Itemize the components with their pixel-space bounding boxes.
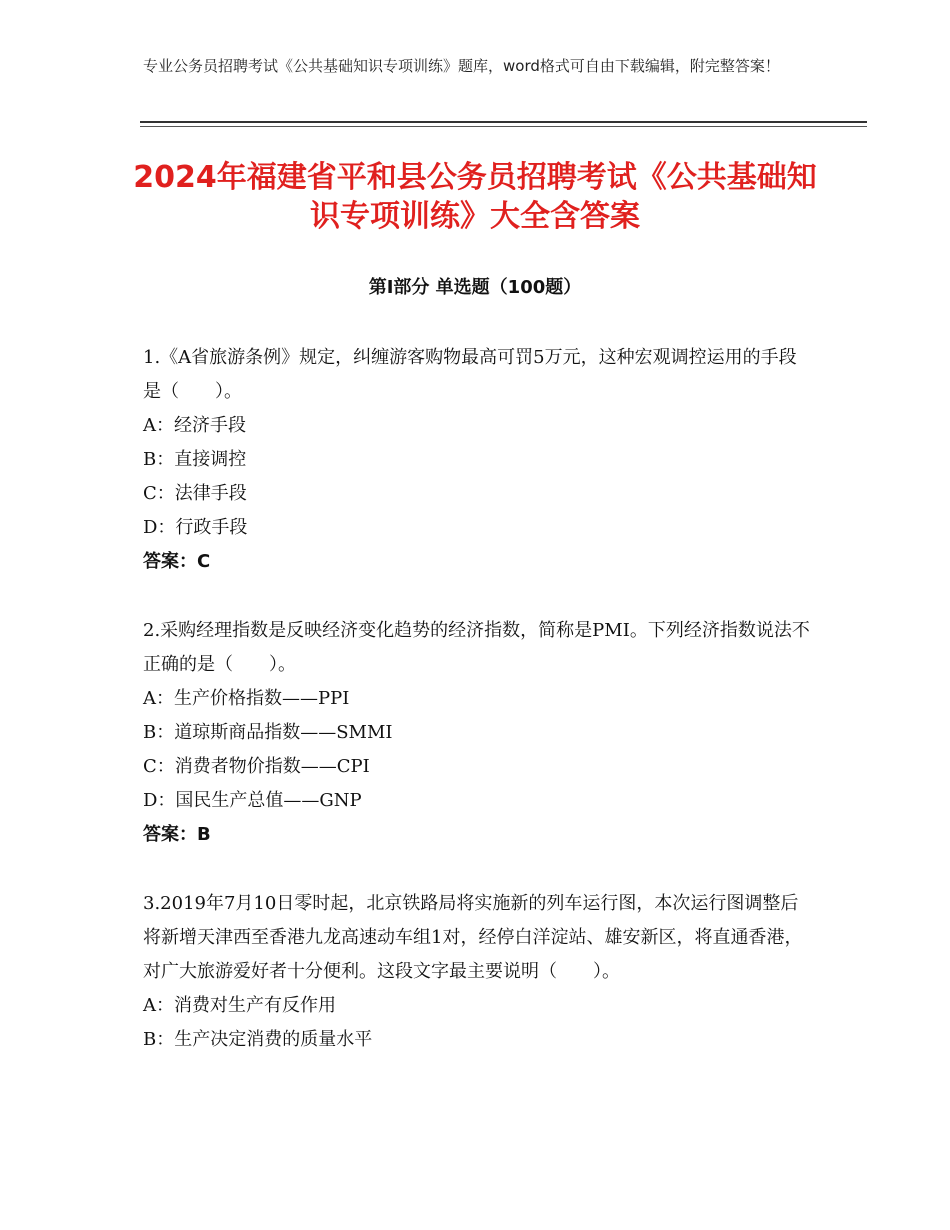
header-note: 专业公务员招聘考试《公共基础知识专项训练》题库，word格式可自由下载编辑，附完整答案！ — [143, 57, 780, 75]
option-c: C：法律手段 — [143, 483, 247, 504]
section-title: 第Ⅰ部分 单选题（100题） — [368, 277, 582, 298]
answer: 答案：C — [143, 551, 211, 572]
header-rule-thick — [140, 121, 867, 123]
option-c: C：消费者物价指数——CPI — [143, 756, 370, 777]
option-b: B：生产决定消费的质量水平 — [143, 1029, 373, 1050]
question-stem: 3.2019年7月10日零时起，北京铁路局将实施新的列车运行图，本次运行图调整后将新增天津西至香港九龙高速动车组1对，经停白洋淀站、雄安新区，将直通香港，对广大旅游爱好者十分便利。这段文字最主要说明（ ）。 — [143, 893, 803, 982]
option-d: D：行政手段 — [143, 517, 248, 538]
question-1 — [143, 341, 813, 579]
option-d: D：国民生产总值——GNP — [143, 790, 362, 811]
question-2 — [143, 614, 813, 852]
option-a: A：消费对生产有反作用 — [143, 995, 336, 1016]
question-3 — [143, 887, 813, 1057]
option-b: B：直接调控 — [143, 449, 247, 470]
header-rule-thin — [140, 126, 867, 127]
question-stem: 1.《A省旅游条例》规定，纠缠游客购物最高可罚5万元，这种宏观调控运用的手段是（ ）。 — [143, 347, 797, 402]
question-stem: 2.采购经理指数是反映经济变化趋势的经济指数，简称是PMI。下列经济指数说法不正确的是（ ）。 — [143, 620, 810, 675]
option-b: B：道琼斯商品指数——SMMI — [143, 722, 393, 743]
option-a: A：经济手段 — [143, 415, 246, 436]
document-title: 2024年福建省平和县公务员招聘考试《公共基础知识专项训练》大全含答案 — [133, 160, 817, 234]
option-a: A：生产价格指数——PPI — [143, 688, 350, 709]
answer: 答案：B — [143, 824, 211, 845]
